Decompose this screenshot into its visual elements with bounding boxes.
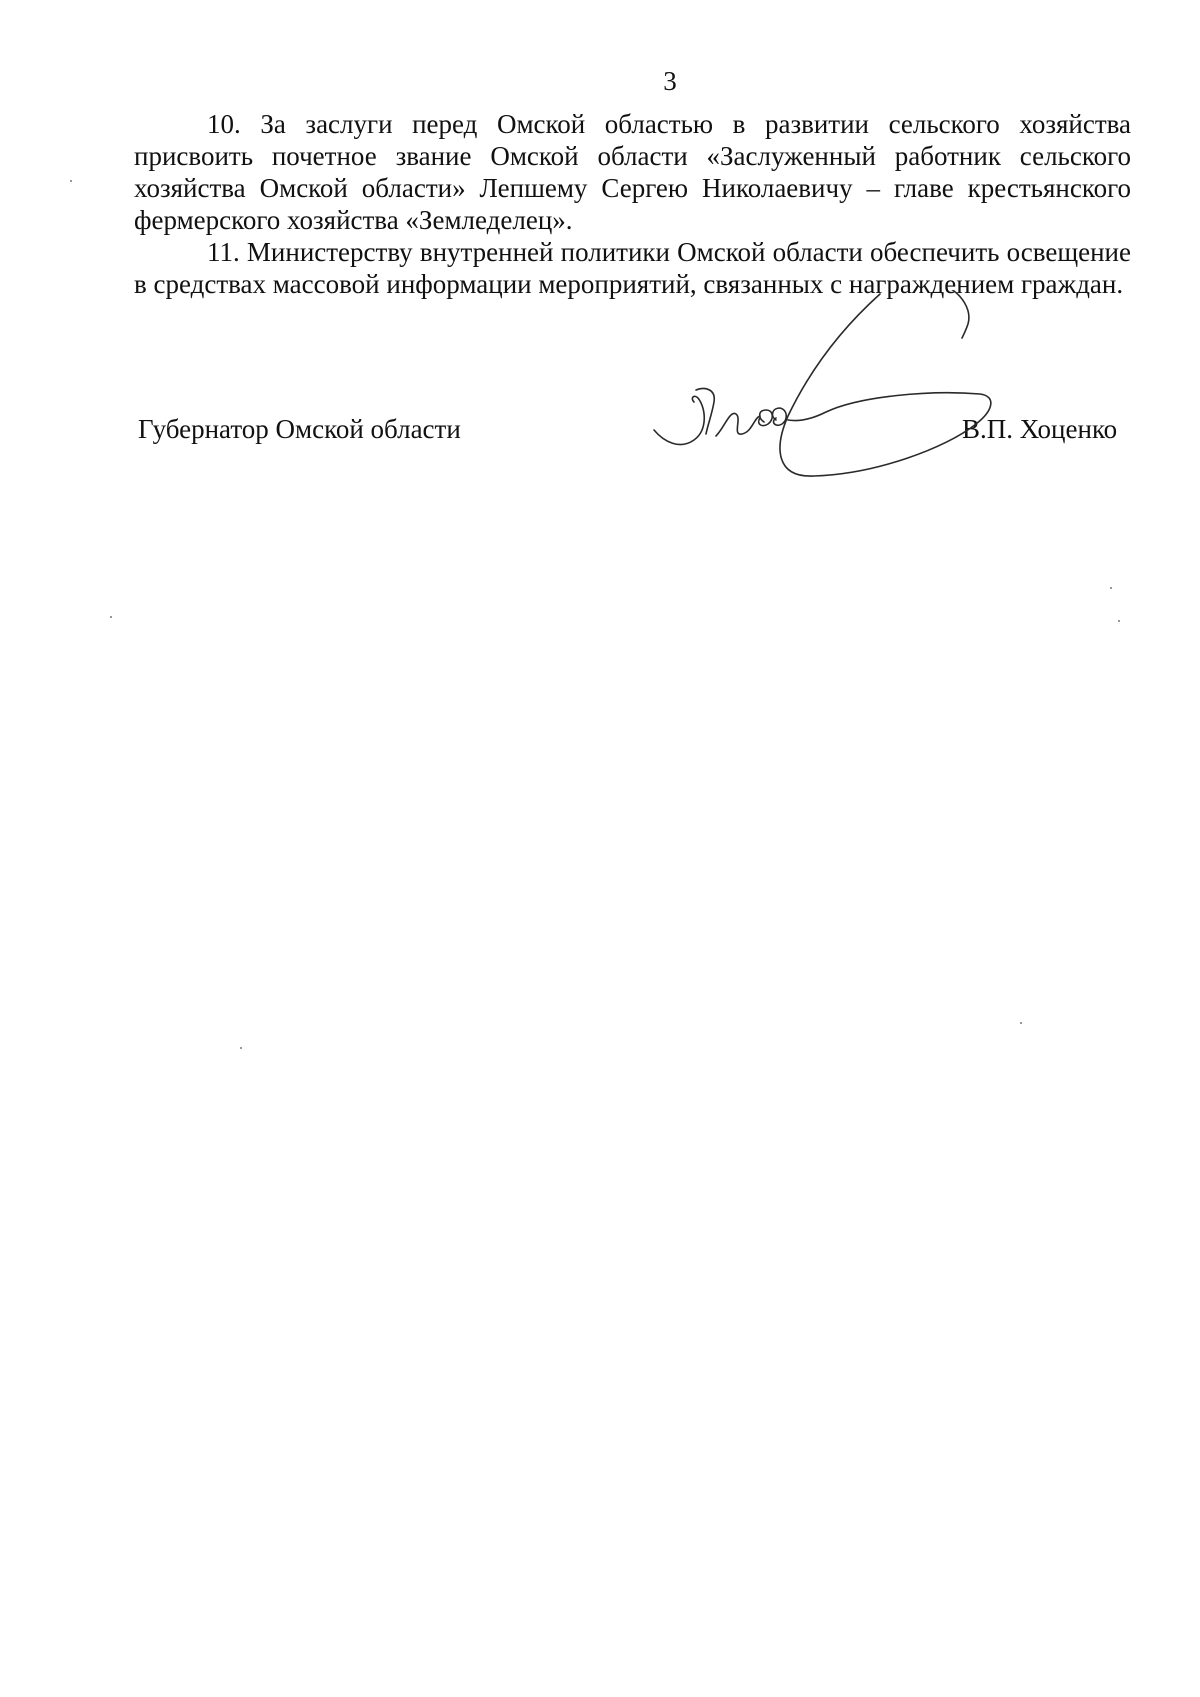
signer-title: Губернатор Омской области: [138, 414, 461, 444]
document-body: [134, 108, 1131, 300]
signature-block: [0, 414, 1200, 474]
scan-speck: [1110, 587, 1112, 589]
paragraph-text: Министерству внутренней политики Омской области обеспечить освещение в средствах массовой информации мероприятий, связанных с награждением граждан.: [134, 237, 1131, 299]
scan-speck: [70, 180, 72, 182]
paragraph-11: [134, 236, 1131, 300]
paragraph-text: За заслуги перед Омской областью в развитии сельского хозяйства присвоить почетное звание Омской области «Заслуженный работник сельского хозяйства Омской области» Лепшему Сергею Николаевичу – главе крестьянского фермерского хозяйства «Земледелец».: [134, 109, 1132, 235]
scan-speck: [240, 1047, 242, 1049]
scan-speck: [110, 616, 112, 618]
paragraph-10: [134, 108, 1131, 236]
signer-name: В.П. Хоценко: [962, 414, 1118, 444]
paragraph-number: 11.: [207, 237, 240, 267]
scan-speck: [1020, 1022, 1022, 1024]
handwritten-signature: [650, 290, 1040, 530]
paragraph-number: 10.: [207, 109, 241, 139]
page-number: 3: [663, 66, 677, 96]
scan-speck: [1118, 620, 1120, 622]
